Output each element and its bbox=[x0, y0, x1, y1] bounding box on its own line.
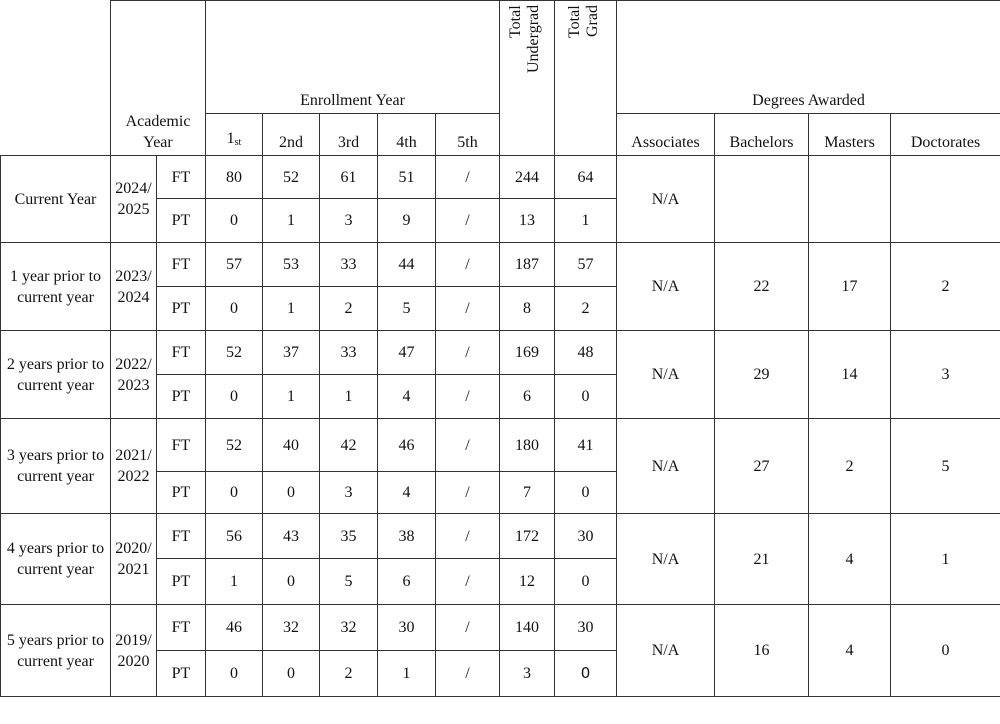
enrollment-cell: 0 bbox=[206, 472, 263, 514]
academic-year: 2020/ 2021 bbox=[111, 514, 157, 605]
total-grad-cell: 1 bbox=[555, 199, 617, 243]
degrees-associates-cell: N/A bbox=[617, 156, 715, 243]
degree-col-bachelors: Bachelors bbox=[715, 114, 809, 156]
ordinal-suffix: st bbox=[234, 137, 242, 148]
total-undergrad-cell: 8 bbox=[500, 287, 555, 331]
academic-year: 2022/ 2023 bbox=[111, 331, 157, 419]
enrollment-cell: / bbox=[436, 419, 500, 472]
degrees-masters-cell: 14 bbox=[809, 331, 891, 419]
degrees-associates-cell: N/A bbox=[617, 243, 715, 331]
enrollment-type: FT bbox=[157, 331, 206, 375]
academic-year: 2019/ 2020 bbox=[111, 605, 157, 697]
enrollment-col-3 bbox=[320, 114, 378, 156]
academic-year: 2023/ 2024 bbox=[111, 243, 157, 331]
enrollment-cell: 56 bbox=[206, 514, 263, 559]
table-row bbox=[1, 419, 1000, 472]
enrollment-cell: 46 bbox=[206, 605, 263, 651]
total-undergrad-cell: 187 bbox=[500, 243, 555, 287]
period-label: Current Year bbox=[1, 156, 111, 243]
enrollment-cell: 32 bbox=[320, 605, 378, 651]
enrollment-cell: 37 bbox=[263, 331, 320, 375]
enrollment-cell: 3 bbox=[320, 472, 378, 514]
table-row bbox=[1, 331, 1000, 375]
enrollment-cell: 1 bbox=[378, 651, 436, 697]
total-grad-cell: 0 bbox=[555, 472, 617, 514]
enrollment-cell: / bbox=[436, 156, 500, 199]
enrollment-col-label: 5th bbox=[457, 134, 478, 151]
enrollment-type: PT bbox=[157, 375, 206, 419]
period-label: 1 year prior to current year bbox=[1, 243, 111, 331]
enrollment-cell: 4 bbox=[378, 472, 436, 514]
degrees-bachelors-cell: 21 bbox=[715, 514, 809, 605]
enrollment-cell: 52 bbox=[263, 156, 320, 199]
total-grad-cell: 48 bbox=[555, 331, 617, 375]
enrollment-cell: 0 bbox=[206, 375, 263, 419]
total-undergrad-cell: 140 bbox=[500, 605, 555, 651]
enrollment-cell: 1 bbox=[263, 287, 320, 331]
enrollment-cell: / bbox=[436, 651, 500, 697]
enrollment-cell: 0 bbox=[263, 559, 320, 605]
enrollment-type: FT bbox=[157, 419, 206, 472]
period-label: 3 years prior to current year bbox=[1, 419, 111, 514]
enrollment-type: FT bbox=[157, 605, 206, 651]
enrollment-cell: 1 bbox=[320, 375, 378, 419]
enrollment-cell: 1 bbox=[206, 559, 263, 605]
degrees-bachelors-cell: 16 bbox=[715, 605, 809, 697]
degrees-bachelors-cell: 27 bbox=[715, 419, 809, 514]
enrollment-cell: 2 bbox=[320, 651, 378, 697]
degrees-doctorates-cell: 3 bbox=[891, 331, 1000, 419]
enrollment-type: FT bbox=[157, 156, 206, 199]
total-grad-header bbox=[555, 1, 617, 156]
total-undergrad-cell: 172 bbox=[500, 514, 555, 559]
enrollment-cell: / bbox=[436, 514, 500, 559]
total-undergrad-header-text: Total Undergrad bbox=[507, 5, 543, 74]
enrollment-cell: 3 bbox=[320, 199, 378, 243]
total-grad-header-text: Total Grad bbox=[565, 5, 601, 38]
enrollment-type: PT bbox=[157, 287, 206, 331]
enrollment-cell: 46 bbox=[378, 419, 436, 472]
enrollment-cell: 51 bbox=[378, 156, 436, 199]
total-grad-cell: 30 bbox=[555, 605, 617, 651]
enrollment-col-1 bbox=[206, 114, 263, 156]
enrollment-col-4 bbox=[378, 114, 436, 156]
enrollment-cell: 42 bbox=[320, 419, 378, 472]
total-undergrad-cell: 244 bbox=[500, 156, 555, 199]
enrollment-year-header: Enrollment Year bbox=[206, 1, 500, 114]
total-grad-cell: 41 bbox=[555, 419, 617, 472]
academic-year-header-text: Academic Year bbox=[125, 113, 191, 151]
enrollment-cell: 5 bbox=[378, 287, 436, 331]
degrees-bachelors-cell: 29 bbox=[715, 331, 809, 419]
degree-col-masters: Masters bbox=[809, 114, 891, 156]
enrollment-cell: 2 bbox=[320, 287, 378, 331]
enrollment-cell: 33 bbox=[320, 243, 378, 287]
enrollment-col-2 bbox=[263, 114, 320, 156]
enrollment-cell: 1 bbox=[263, 375, 320, 419]
total-grad-cell: 57 bbox=[555, 243, 617, 287]
enrollment-cell: 6 bbox=[378, 559, 436, 605]
total-grad-cell: 64 bbox=[555, 156, 617, 199]
degrees-associates-cell: N/A bbox=[617, 605, 715, 697]
enrollment-cell: 9 bbox=[378, 199, 436, 243]
period-label: 2 years prior to current year bbox=[1, 331, 111, 419]
enrollment-cell: 52 bbox=[206, 419, 263, 472]
enrollment-col-label: 4th bbox=[396, 134, 417, 151]
enrollment-cell: 35 bbox=[320, 514, 378, 559]
total-undergrad-header bbox=[500, 1, 555, 156]
total-grad-cell: 2 bbox=[555, 287, 617, 331]
degrees-associates-cell: N/A bbox=[617, 514, 715, 605]
period-label: 4 years prior to current year bbox=[1, 514, 111, 605]
total-undergrad-cell: 6 bbox=[500, 375, 555, 419]
enrollment-cell: 44 bbox=[378, 243, 436, 287]
total-undergrad-cell: 12 bbox=[500, 559, 555, 605]
enrollment-type: PT bbox=[157, 559, 206, 605]
total-grad-cell: 0 bbox=[555, 375, 617, 419]
degrees-awarded-header: Degrees Awarded bbox=[617, 1, 1000, 114]
enrollment-cell: 61 bbox=[320, 156, 378, 199]
enrollment-cell: 0 bbox=[206, 651, 263, 697]
enrollment-type: PT bbox=[157, 199, 206, 243]
degrees-bachelors-cell bbox=[715, 156, 809, 243]
enrollment-col-label: 1 bbox=[226, 130, 235, 147]
enrollment-type: FT bbox=[157, 243, 206, 287]
degrees-doctorates-cell: 2 bbox=[891, 243, 1000, 331]
enrollment-cell: / bbox=[436, 605, 500, 651]
table-row bbox=[1, 605, 1000, 651]
degrees-masters-cell: 17 bbox=[809, 243, 891, 331]
enrollment-cell: / bbox=[436, 375, 500, 419]
enrollment-cell: / bbox=[436, 472, 500, 514]
enrollment-col-label: 3rd bbox=[337, 134, 360, 151]
total-undergrad-cell: 13 bbox=[500, 199, 555, 243]
enrollment-type: PT bbox=[157, 651, 206, 697]
enrollment-type: PT bbox=[157, 472, 206, 514]
enrollment-cell: 1 bbox=[263, 199, 320, 243]
degrees-doctorates-cell bbox=[891, 156, 1000, 243]
enrollment-cell: 80 bbox=[206, 156, 263, 199]
enrollment-cell: 30 bbox=[378, 605, 436, 651]
academic-year: 2024/ 2025 bbox=[111, 156, 157, 243]
table-row bbox=[1, 514, 1000, 559]
degrees-doctorates-cell: 5 bbox=[891, 419, 1000, 514]
enrollment-col-5 bbox=[436, 114, 500, 156]
total-grad-cell: 0 bbox=[555, 651, 617, 697]
enrollment-cell: 33 bbox=[320, 331, 378, 375]
degree-col-doctorates: Doctorates bbox=[891, 114, 1000, 156]
enrollment-cell: 53 bbox=[263, 243, 320, 287]
enrollment-cell: / bbox=[436, 559, 500, 605]
enrollment-cell: 0 bbox=[263, 651, 320, 697]
degrees-masters-cell bbox=[809, 156, 891, 243]
enrollment-type: FT bbox=[157, 514, 206, 559]
enrollment-cell: 47 bbox=[378, 331, 436, 375]
enrollment-cell: 40 bbox=[263, 419, 320, 472]
enrollment-col-label: 2nd bbox=[279, 134, 303, 151]
period-label: 5 years prior to current year bbox=[1, 605, 111, 697]
degree-col-associates: Associates bbox=[617, 114, 715, 156]
enrollment-cell: 43 bbox=[263, 514, 320, 559]
table-row bbox=[1, 156, 1000, 199]
degrees-doctorates-cell: 1 bbox=[891, 514, 1000, 605]
enrollment-cell: 52 bbox=[206, 331, 263, 375]
degrees-masters-cell: 4 bbox=[809, 605, 891, 697]
enrollment-cell: 0 bbox=[206, 199, 263, 243]
enrollment-cell: 38 bbox=[378, 514, 436, 559]
total-undergrad-cell: 3 bbox=[500, 651, 555, 697]
enrollment-cell: / bbox=[436, 199, 500, 243]
total-grad-cell: 0 bbox=[555, 559, 617, 605]
enrollment-cell: / bbox=[436, 331, 500, 375]
enrollment-cell: / bbox=[436, 287, 500, 331]
degrees-masters-cell: 2 bbox=[809, 419, 891, 514]
enrollment-cell: 57 bbox=[206, 243, 263, 287]
degrees-bachelors-cell: 22 bbox=[715, 243, 809, 331]
academic-year-header bbox=[111, 1, 206, 156]
degrees-associates-cell: N/A bbox=[617, 331, 715, 419]
total-grad-cell: 30 bbox=[555, 514, 617, 559]
total-undergrad-cell: 7 bbox=[500, 472, 555, 514]
table-row bbox=[1, 243, 1000, 287]
academic-year: 2021/ 2022 bbox=[111, 419, 157, 514]
enrollment-cell: 32 bbox=[263, 605, 320, 651]
enrollment-cell: 4 bbox=[378, 375, 436, 419]
degrees-masters-cell: 4 bbox=[809, 514, 891, 605]
enrollment-cell: 0 bbox=[263, 472, 320, 514]
degrees-associates-cell: N/A bbox=[617, 419, 715, 514]
enrollment-cell: 5 bbox=[320, 559, 378, 605]
degrees-doctorates-cell: 0 bbox=[891, 605, 1000, 697]
enrollment-cell: 0 bbox=[206, 287, 263, 331]
enrollment-cell: / bbox=[436, 243, 500, 287]
total-undergrad-cell: 180 bbox=[500, 419, 555, 472]
total-undergrad-cell: 169 bbox=[500, 331, 555, 375]
table-corner bbox=[1, 1, 111, 156]
